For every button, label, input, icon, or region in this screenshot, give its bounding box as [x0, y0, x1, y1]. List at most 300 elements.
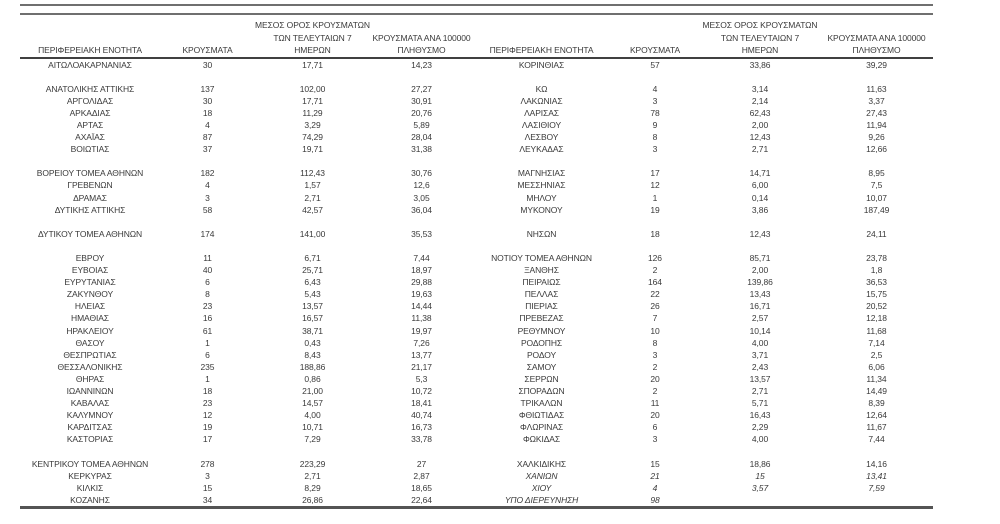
- per100k-cell-right: 11,94: [866, 119, 887, 130]
- per100k-cell-left: [370, 155, 473, 167]
- region-cell-right: ΣΕΡΡΩΝ: [524, 373, 559, 384]
- header-per100k-line1: ΚΡΟΥΣΜΑΤΑ ΑΝΑ 100000: [827, 32, 926, 43]
- per100k-cell-right: 187,49: [863, 204, 890, 215]
- header-region-label: ΠΕΡΙΦΕΡΕΙΑΚΗ ΕΝΟΤΗΤΑ: [489, 45, 594, 55]
- cases-cell-right: 2: [652, 265, 658, 276]
- avg7-cell-left: 26,86: [302, 494, 323, 505]
- cases-cell-left: 11: [203, 253, 212, 263]
- avg7-cell-right: 2,29: [751, 422, 769, 433]
- region-cell-right: ΡΕΘΥΜΝΟΥ: [517, 325, 566, 336]
- region-cell-left: [20, 216, 160, 228]
- cases-cell-right: 3: [652, 349, 658, 360]
- cases-cell-left: 278: [200, 458, 215, 469]
- table-header: [20, 15, 933, 58]
- per100k-cell-right: 11,68: [866, 325, 887, 336]
- cases-cell-left: 30: [202, 59, 213, 70]
- top-rule-upper: [20, 4, 933, 6]
- header-per100k-line1: ΚΡΟΥΣΜΑΤΑ ΑΝΑ 100000: [372, 32, 471, 43]
- avg7-cell-right: 3,14: [751, 83, 769, 94]
- per100k-cell-left: [370, 446, 473, 458]
- avg7-cell-right: [700, 240, 820, 252]
- avg7-cell-left: 8,29: [304, 482, 321, 493]
- cases-cell-left: [160, 240, 255, 252]
- region-cell-left: ΚΑΒΑΛΑΣ: [70, 398, 110, 409]
- avg7-cell-left: 10,71: [302, 422, 323, 433]
- region-cell-right: ΦΘΙΩΤΙΔΑΣ: [518, 410, 565, 421]
- region-cell-left: ΑΝΑΤΟΛΙΚΗΣ ΑΤΤΙΚΗΣ: [45, 83, 135, 94]
- avg7-cell-left: 17,71: [302, 59, 323, 70]
- avg7-cell-right: 2,57: [751, 313, 769, 324]
- cases-cell-right: 8: [652, 132, 658, 143]
- table-row: [20, 337, 933, 349]
- per100k-cell-right: 13,41: [866, 470, 887, 481]
- per100k-cell-left: 27,27: [411, 83, 432, 94]
- region-cell-left: ΘΕΣΠΡΩΤΙΑΣ: [63, 349, 117, 360]
- header-avg7-line2: ΤΩΝ ΤΕΛΕΥΤΑΙΩΝ 7: [720, 32, 800, 43]
- avg7-cell-right: 13,57: [749, 373, 771, 384]
- per100k-cell-left: 31,38: [411, 144, 432, 155]
- region-cell-right: [473, 240, 610, 252]
- table-body: [20, 58, 933, 508]
- per100k-cell-right: 7,5: [870, 180, 883, 191]
- cases-cell-right: 26: [650, 301, 660, 312]
- region-cell-left: ΚΙΛΚΙΣ: [76, 482, 104, 493]
- cases-cell-right: 57: [650, 59, 660, 70]
- per100k-cell-left: 19,97: [411, 325, 432, 336]
- table-row: [20, 300, 933, 312]
- per100k-cell-left: 18,97: [411, 265, 432, 276]
- region-cell-left: [20, 155, 160, 167]
- per100k-cell-left: 14,23: [411, 59, 432, 70]
- region-cell-left: ΘΕΣΣΑΛΟΝΙΚΗΣ: [57, 361, 123, 372]
- avg7-cell-left: [255, 71, 370, 83]
- per100k-cell-left: 7,44: [413, 253, 430, 263]
- region-cell-left: ΘΑΣΟΥ: [75, 337, 105, 348]
- per100k-cell-right: [820, 71, 933, 83]
- cases-cell-right: 78: [650, 107, 660, 118]
- region-cell-left: ΔΥΤΙΚΟΥ ΤΟΜΕΑ ΑΘΗΝΩΝ: [37, 228, 143, 239]
- cases-cell-left: 87: [202, 132, 213, 143]
- cases-cell-left: 6: [205, 277, 210, 288]
- avg7-cell-left: 112,43: [300, 168, 325, 179]
- per100k-cell-left: 19,63: [411, 289, 432, 300]
- per100k-cell-left: 29,88: [411, 277, 432, 288]
- cases-cell-right: 10: [650, 325, 660, 336]
- header-per100k-right: [820, 15, 933, 58]
- per100k-cell-left: 40,74: [411, 410, 432, 421]
- per100k-cell-right: 9,26: [868, 132, 885, 143]
- header-avg7-line1: ΜΕΣΟΣ ΟΡΟΣ ΚΡΟΥΣΜΑΤΩΝ: [702, 20, 818, 30]
- avg7-cell-left: 223,29: [299, 458, 326, 469]
- avg7-cell-right: 33,86: [749, 59, 771, 70]
- per100k-cell-right: 7,44: [868, 434, 885, 445]
- per100k-cell-left: [370, 240, 473, 252]
- table-row: [20, 167, 933, 179]
- cases-cell-left: 17: [202, 434, 213, 445]
- per100k-cell-left: 10,72: [411, 386, 432, 397]
- table-row: [20, 361, 933, 373]
- avg7-cell-left: 13,57: [302, 301, 323, 312]
- cases-cell-right: 98: [650, 494, 660, 505]
- avg7-cell-left: [255, 446, 370, 458]
- header-region-left: [20, 15, 160, 58]
- cases-cell-right: 8: [652, 337, 658, 348]
- region-cell-left: ΖΑΚΥΝΘΟΥ: [66, 289, 114, 300]
- avg7-cell-right: 10,14: [749, 325, 771, 336]
- per100k-cell-left: 28,04: [411, 132, 432, 143]
- region-cell-left: ΚΕΡΚΥΡΑΣ: [68, 470, 112, 481]
- cases-cell-right: 15: [650, 458, 660, 469]
- region-cell-left: [20, 240, 160, 252]
- region-cell-left: ΘΗΡΑΣ: [75, 373, 105, 384]
- region-cell-right: ΠΕΙΡΑΙΩΣ: [522, 277, 561, 288]
- cases-cell-right: 3: [652, 95, 658, 106]
- table-row: [20, 421, 933, 433]
- cases-cell-left: 58: [202, 204, 213, 215]
- table-row: [20, 373, 933, 385]
- header-avg7-line3: ΗΜΕΡΩΝ: [294, 45, 331, 55]
- region-cell-right: ΣΠΟΡΑΔΩΝ: [518, 386, 565, 397]
- region-cell-left: ΑΡΓΟΛΙΔΑΣ: [66, 95, 114, 106]
- avg7-cell-left: 19,71: [302, 144, 323, 155]
- table-row: [20, 143, 933, 155]
- cases-cell-right: 17: [650, 168, 660, 179]
- region-cell-right: ΧΑΛΚΙΔΙΚΗΣ: [516, 458, 567, 469]
- avg7-cell-right: 3,86: [751, 204, 769, 215]
- per100k-cell-left: 18,41: [411, 398, 432, 409]
- spacer-row: [20, 446, 933, 458]
- region-cell-left: ΕΥΡΥΤΑΝΙΑΣ: [64, 277, 116, 288]
- avg7-cell-left: 0,43: [304, 337, 321, 348]
- avg7-cell-left: 102,00: [299, 83, 326, 94]
- cases-cell-right: [610, 216, 700, 228]
- cases-cell-left: 37: [202, 144, 213, 155]
- header-cases-label: ΚΡΟΥΣΜΑΤΑ: [629, 45, 681, 55]
- per100k-cell-right: 7,59: [868, 482, 885, 493]
- per100k-cell-left: 21,17: [411, 361, 432, 372]
- avg7-cell-right: 12,43: [749, 228, 771, 239]
- region-cell-left: ΒΟΙΩΤΙΑΣ: [70, 144, 110, 155]
- avg7-cell-right: 3,71: [751, 349, 769, 360]
- region-cell-left: ΚΑΛΥΜΝΟΥ: [66, 410, 114, 421]
- cases-cell-right: 12: [650, 180, 660, 191]
- region-cell-left: ΑΙΤΩΛΟΑΚΑΡΝΑΝΙΑΣ: [48, 59, 132, 70]
- table-row: [20, 458, 933, 470]
- cases-cell-right: 11: [650, 398, 660, 409]
- avg7-cell-left: 188,86: [299, 361, 326, 372]
- per100k-cell-left: 14,44: [411, 301, 432, 312]
- per100k-cell-left: 5,3: [415, 373, 428, 384]
- avg7-cell-right: 0,14: [751, 192, 769, 203]
- header-per100k-left: [370, 15, 473, 58]
- per100k-cell-left: 13,77: [411, 349, 432, 360]
- per100k-cell-right: 12,66: [866, 144, 887, 155]
- region-cell-right: ΡΟΔΟΥ: [526, 349, 557, 360]
- spacer-row: [20, 240, 933, 252]
- table-row: [20, 264, 933, 276]
- region-cell-left: ΔΥΤΙΚΗΣ ΑΤΤΙΚΗΣ: [54, 204, 126, 215]
- per100k-cell-right: [820, 494, 933, 508]
- region-cell-right: ΥΠΟ ΔΙΕΡΕΥΝΗΣΗ: [504, 494, 579, 505]
- region-cell-right: ΜΥΚΟΝΟΥ: [520, 204, 563, 215]
- cases-cell-right: 2: [652, 361, 658, 372]
- cases-cell-left: 1: [205, 373, 210, 384]
- region-cell-right: ΜΕΣΣΗΝΙΑΣ: [517, 180, 566, 191]
- region-cell-right: ΛΑΡΙΣΑΣ: [524, 107, 559, 118]
- cases-cell-left: 30: [202, 95, 213, 106]
- per100k-cell-right: 14,49: [866, 386, 887, 397]
- table-row: [20, 494, 933, 508]
- per100k-cell-left: 20,76: [411, 107, 432, 118]
- spacer-row: [20, 216, 933, 228]
- avg7-cell-right: 6,00: [751, 180, 769, 191]
- region-cell-right: ΡΟΔΟΠΗΣ: [520, 337, 563, 348]
- region-cell-right: ΜΗΛΟΥ: [526, 192, 557, 203]
- region-cell-left: ΕΒΡΟΥ: [75, 253, 105, 263]
- region-cell-left: [20, 71, 160, 83]
- avg7-cell-right: 2,00: [751, 119, 769, 130]
- avg7-cell-right: 2,14: [751, 95, 769, 106]
- per100k-cell-right: 20,52: [866, 301, 887, 312]
- cases-cell-right: 4: [652, 83, 658, 94]
- region-cell-right: ΚΩ: [535, 83, 548, 94]
- avg7-cell-left: 14,57: [302, 398, 323, 409]
- avg7-cell-right: 13,43: [749, 289, 771, 300]
- avg7-cell-right: 139,86: [747, 277, 773, 288]
- per100k-cell-left: 18,65: [411, 482, 432, 493]
- region-cell-right: ΛΑΣΙΘΙΟΥ: [521, 119, 562, 130]
- table-row: [20, 131, 933, 143]
- region-cell-left: ΓΡΕΒΕΝΩΝ: [67, 180, 113, 191]
- region-cell-left: ΗΜΑΘΙΑΣ: [71, 313, 109, 324]
- avg7-cell-right: 16,71: [749, 301, 771, 312]
- region-cell-right: ΝΟΤΙΟΥ ΤΟΜΕΑ ΑΘΗΝΩΝ: [491, 253, 592, 263]
- per100k-cell-right: 2,5: [870, 349, 883, 360]
- per100k-cell-left: [370, 71, 473, 83]
- per100k-cell-right: [820, 240, 933, 252]
- cases-cell-right: 18: [650, 228, 660, 239]
- table-row: [20, 288, 933, 300]
- cases-cell-right: 4: [652, 482, 658, 493]
- header-avg7-left: [255, 15, 370, 58]
- region-cell-left: ΚΑΣΤΟΡΙΑΣ: [66, 434, 114, 445]
- region-cell-right: [473, 216, 610, 228]
- cases-cell-left: 6: [205, 349, 210, 360]
- per100k-cell-left: 30,76: [411, 168, 432, 179]
- per100k-cell-left: 2,87: [413, 470, 430, 481]
- header-avg7-line1: ΜΕΣΟΣ ΟΡΟΣ ΚΡΟΥΣΜΑΤΩΝ: [255, 20, 370, 30]
- avg7-cell-left: 11,29: [302, 107, 323, 118]
- region-cell-left: ΑΧΑΪΑΣ: [75, 132, 105, 143]
- cases-cell-right: 20: [650, 410, 660, 421]
- avg7-cell-left: 5,43: [304, 289, 321, 300]
- avg7-cell-left: 21,00: [302, 386, 323, 397]
- region-cell-right: ΜΑΓΝΗΣΙΑΣ: [517, 168, 566, 179]
- avg7-cell-right: 18,86: [749, 458, 771, 469]
- cases-cell-right: 2: [652, 386, 658, 397]
- per100k-cell-right: 23,78: [866, 253, 887, 263]
- cases-cell-left: 182: [200, 168, 215, 179]
- table-row: [20, 349, 933, 361]
- cases-cell-left: 12: [202, 410, 213, 421]
- per100k-cell-right: 39,29: [866, 59, 887, 70]
- region-cell-right: ΛΑΚΩΝΙΑΣ: [520, 95, 563, 106]
- region-cell-right: ΞΑΝΘΗΣ: [524, 265, 559, 276]
- per100k-cell-left: 22,64: [411, 494, 432, 505]
- cases-cell-right: 19: [650, 204, 660, 215]
- region-cell-left: ΒΟΡΕΙΟΥ ΤΟΜΕΑ ΑΘΗΝΩΝ: [36, 168, 144, 179]
- cases-cell-left: [160, 71, 255, 83]
- avg7-cell-left: 0,86: [304, 373, 321, 384]
- header-region-right: [473, 15, 610, 58]
- cases-cell-left: 174: [200, 228, 215, 239]
- region-cell-left: ΗΡΑΚΛΕΙΟΥ: [66, 325, 114, 336]
- table-row: [20, 119, 933, 131]
- per100k-cell-left: 16,73: [411, 422, 432, 433]
- header-row: [20, 15, 933, 58]
- cases-cell-left: [160, 446, 255, 458]
- cases-cell-left: 235: [200, 361, 215, 372]
- region-cell-right: ΣΑΜΟΥ: [526, 361, 557, 372]
- per100k-cell-left: 7,26: [413, 337, 430, 348]
- cases-cell-left: 16: [202, 313, 213, 324]
- avg7-cell-left: [255, 216, 370, 228]
- per100k-cell-left: 35,53: [411, 228, 432, 239]
- avg7-cell-right: 85,71: [749, 253, 771, 263]
- region-cell-left: ΚΑΡΔΙΤΣΑΣ: [67, 422, 113, 433]
- table-row: [20, 409, 933, 421]
- avg7-cell-right: 3,57: [751, 482, 769, 493]
- cases-cell-left: 4: [205, 119, 210, 130]
- avg7-cell-right: 4,00: [751, 434, 769, 445]
- region-cell-right: ΛΕΥΚΑΔΑΣ: [519, 144, 564, 155]
- per100k-cell-right: [820, 155, 933, 167]
- avg7-cell-right: 15: [755, 470, 765, 481]
- region-cell-left: ΑΡΚΑΔΙΑΣ: [69, 107, 111, 118]
- avg7-cell-left: 2,71: [304, 470, 321, 481]
- region-cell-right: ΦΩΚΙΔΑΣ: [522, 434, 561, 445]
- cases-cell-right: 20: [650, 373, 660, 384]
- table-row: [20, 470, 933, 482]
- cases-cell-left: 137: [200, 83, 215, 94]
- region-cell-right: [473, 446, 610, 458]
- cases-cell-right: 21: [650, 470, 660, 481]
- avg7-cell-left: 4,00: [304, 410, 321, 421]
- cases-cell-right: [610, 446, 700, 458]
- avg7-cell-right: 62,43: [749, 107, 771, 118]
- per100k-cell-right: 15,75: [866, 289, 887, 300]
- avg7-cell-right: 2,71: [751, 386, 769, 397]
- avg7-cell-right: [700, 71, 820, 83]
- avg7-cell-right: [700, 494, 820, 508]
- avg7-cell-right: 5,71: [751, 398, 769, 409]
- per100k-cell-right: [820, 446, 933, 458]
- table-row: [20, 107, 933, 119]
- per100k-cell-left: 3,05: [413, 192, 430, 203]
- avg7-cell-right: 4,00: [751, 337, 769, 348]
- per100k-cell-left: 12,6: [413, 180, 430, 191]
- region-cell-right: ΦΛΩΡΙΝΑΣ: [519, 422, 564, 433]
- per100k-cell-right: 1,8: [870, 265, 883, 276]
- per100k-cell-left: 33,78: [411, 434, 432, 445]
- per100k-cell-right: 6,06: [868, 361, 885, 372]
- table-row: [20, 397, 933, 409]
- per100k-cell-right: 12,18: [866, 313, 887, 324]
- table-row: [20, 204, 933, 216]
- per100k-cell-left: [370, 216, 473, 228]
- cases-cell-right: [610, 71, 700, 83]
- cases-cell-left: 34: [202, 494, 213, 505]
- cases-cell-left: 15: [202, 482, 213, 493]
- cases-cell-left: [160, 155, 255, 167]
- region-cell-left: ΚΟΖΑΝΗΣ: [70, 494, 110, 505]
- region-cell-right: ΛΕΣΒΟΥ: [524, 132, 559, 143]
- region-cell-right: ΤΡΙΚΑΛΩΝ: [520, 398, 563, 409]
- table-row: [20, 83, 933, 95]
- region-cell-left: ΔΡΑΜΑΣ: [73, 192, 107, 203]
- regional-cases-table: [20, 15, 933, 509]
- cases-cell-right: 3: [652, 434, 658, 445]
- avg7-cell-left: 8,43: [304, 349, 321, 360]
- cases-cell-right: 9: [652, 119, 658, 130]
- cases-cell-right: 164: [648, 277, 662, 288]
- table-row: [20, 58, 933, 71]
- region-cell-right: ΠΕΛΛΑΣ: [524, 289, 559, 300]
- region-cell-left: ΑΡΤΑΣ: [76, 119, 104, 130]
- region-cell-left: ΚΕΝΤΡΙΚΟΥ ΤΟΜΕΑ ΑΘΗΝΩΝ: [31, 458, 149, 469]
- region-cell-right: ΠΡΕΒΕΖΑΣ: [519, 313, 564, 324]
- avg7-cell-left: 7,29: [304, 434, 321, 445]
- header-cases-right: [610, 15, 700, 58]
- table-row: [20, 482, 933, 494]
- cases-cell-left: 1: [205, 337, 210, 348]
- avg7-cell-left: [255, 240, 370, 252]
- avg7-cell-left: 2,71: [304, 192, 321, 203]
- avg7-cell-right: 16,43: [749, 410, 771, 421]
- table-row: [20, 385, 933, 397]
- per100k-cell-right: 11,63: [866, 83, 887, 94]
- per100k-cell-right: [820, 216, 933, 228]
- cases-cell-right: [610, 240, 700, 252]
- cases-cell-left: [160, 216, 255, 228]
- avg7-cell-left: 141,00: [299, 228, 326, 239]
- per100k-cell-left: 27: [416, 458, 427, 469]
- avg7-cell-left: [255, 155, 370, 167]
- region-cell-right: ΚΟΡΙΝΘΙΑΣ: [518, 59, 565, 70]
- avg7-cell-left: 6,43: [304, 277, 321, 288]
- table-row: [20, 433, 933, 445]
- header-region-label: ΠΕΡΙΦΕΡΕΙΑΚΗ ΕΝΟΤΗΤΑ: [38, 45, 142, 55]
- avg7-cell-left: 1,57: [304, 180, 321, 191]
- header-avg7-right: [700, 15, 820, 58]
- table-row: [20, 325, 933, 337]
- cases-cell-left: 3: [205, 192, 210, 203]
- region-cell-right: [473, 71, 610, 83]
- cases-cell-left: 3: [205, 470, 210, 481]
- cases-cell-right: 22: [650, 289, 660, 300]
- cases-cell-left: 18: [202, 107, 213, 118]
- table-row: [20, 179, 933, 191]
- table-row: [20, 252, 933, 264]
- header-per100k-line2: ΠΛΗΘΥΣΜΟ: [397, 45, 446, 55]
- avg7-cell-left: 25,71: [302, 265, 323, 276]
- cases-cell-right: 3: [652, 144, 658, 155]
- per100k-cell-left: 36,04: [411, 204, 432, 215]
- header-avg7-line3: ΗΜΕΡΩΝ: [741, 45, 779, 55]
- cases-cell-right: 6: [652, 422, 658, 433]
- avg7-cell-left: 3,29: [304, 119, 321, 130]
- region-cell-right: ΧΙΟΥ: [531, 482, 552, 493]
